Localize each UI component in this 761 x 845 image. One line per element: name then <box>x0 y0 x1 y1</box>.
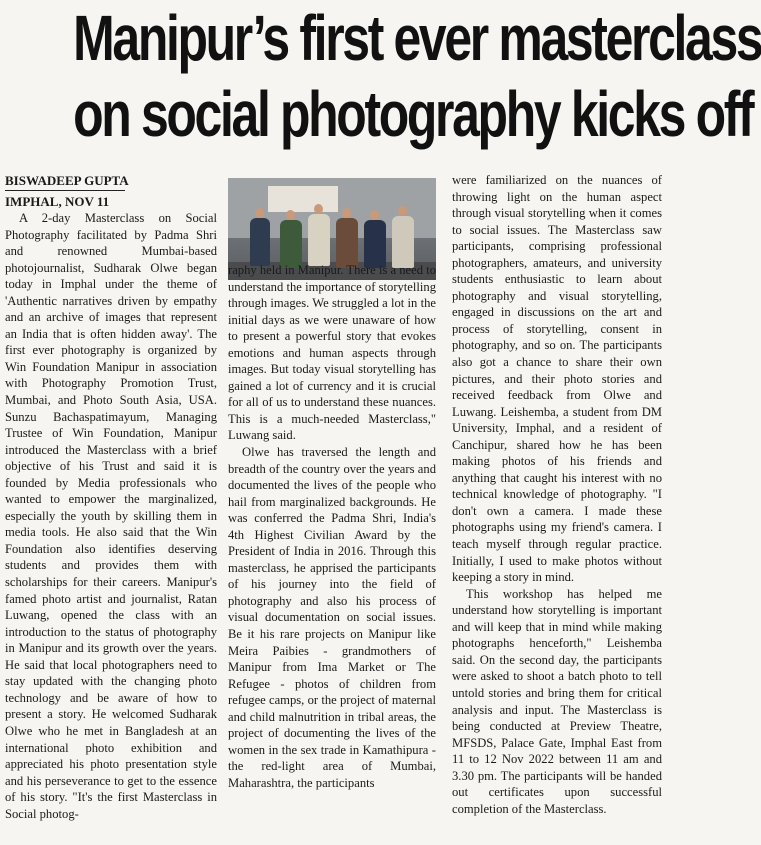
photo-person-head <box>255 208 264 218</box>
photo-person <box>308 214 330 266</box>
byline-dateline: IMPHAL, NOV 11 <box>5 194 110 209</box>
article-paragraph: raphy held in Manipur. There is a need to understand the importance of storytelling through images. We struggled a lot in the initial days as we were unaware of how to present a powerful story that evokes emotions and human aspects through images. But today visual storytelling has gained a lot of currency and it is crucial for all of us to understand these nuances. This is a much-needed Masterclass," Luwang said. <box>228 263 436 443</box>
photo-person-head <box>286 210 295 220</box>
photo-person <box>336 218 358 268</box>
article-column-1 <box>5 172 217 844</box>
article-paragraph: A 2-day Masterclass on Social Photography facilitated by Padma Shri and renowned Mumbai-based photojournalist, Sudharak Olwe began today in Imphal under the theme of 'Authentic narratives driven by empathy and an archive of images that represent an India that is often hidden away'. The first ever photography is organized by Win Foundation Manipur in association with Photography Promotion Trust, Mumbai, and Photo South Asia, USA. Sunzu Bachaspatimayum, Managing Trustee of Win Foundation, Manipur introduced the Masterclass with a brief objective of his Trust and said it is founded by Media professionals who wanted to empower the marginalized, especially the youth by skilling them in media tools. He also said that the Win Foundation also identifies deserving students and provides them with scholarships for their careers. Manipur's famed photo artist and journalist, Ratan Luwang, opened the class with an introduction to the status of photography in Manipur and its growth over the years. He said that local photographers need to stay updated with the changing photo technology and be aware of how to present a story. He welcomed Sudharak Olwe who he met in Bangladesh at an international photo exhibition and appreciated his photo presentation style and his perseverance to get to the essence of his story. "It's the first Masterclass in Social photog- <box>5 211 217 821</box>
photo-person <box>280 220 302 268</box>
headline-line-1: Manipur’s first ever masterclass <box>73 2 761 74</box>
photo-person <box>364 220 386 268</box>
article-paragraph: This workshop has helped me understand how storytelling is important and will keep that in mind while making photographs henceforth," Leishemba said. On the second day, the participants were asked to shoot a batch photo to tell untold stories and bring them for critical analysis and input. The Masterclass is being conducted at Preview Theatre, MFSDS, Palace Gate, Imphal East from 11 to 12 Nov 2022 between 11 am and 3.30 pm. The participants will be handed out certificates upon successful completion of the Masterclass. <box>452 586 662 816</box>
article-column-3 <box>452 172 662 844</box>
headline <box>0 0 761 158</box>
article-paragraph: were familiarized on the nuances of throwing light on the human aspect through visual storytelling when it comes to social issues. The Masterclass saw participants, comprising professional photographers, amateurs, and university students enthusiastic to learn about photography and visual storytelling, engaged in discussions on the art and process of storytelling, consent in photography, and so on. The participants also got a chance to share their own pictures, and their photo stories and received feedback from Olwe and Luwang. Leishemba, a student from DM University, Imphal, and a resident of Canchipur, shared how he has been making photos of his friends and anything that caught his interest with no technical knowledge of photography. "I don't own a camera. I made these photographs using my friend's camera. I teach myself through regular practice. Initially, I used to make photos without keeping a story in mind. <box>452 173 662 585</box>
article-column-2 <box>228 262 436 844</box>
headline-line-2: on social photography kicks off <box>73 78 753 150</box>
photo-person <box>392 216 414 268</box>
photo-person-head <box>398 206 407 216</box>
photo-person-head <box>342 208 351 218</box>
photo-banner <box>268 186 338 212</box>
article-paragraph: Olwe has traversed the length and breadth of the country over the years and documented the lives of the people who hail from marginalized backgrounds. He was conferred the Padma Shri, India's 4th Highest Civilian Award by the President of India in 2016. Through this masterclass, he apprised the participants of his journey into the field of photography and also his process of visual documentation on social issues. Be it his rare projects on Manipur like Meira Paibies - grandmothers of Manipur from Ima Market or The Refugee - photos of children from refugee camps, or the project of maternal and child malnutrition in tribal areas, the project of documenting the lives of the women in the sex trade in Kamathipura - the red-light area of Mumbai, Maharashtra, the participants <box>228 445 436 790</box>
photo-person-head <box>314 204 323 214</box>
photo-person <box>250 218 270 266</box>
byline-rule <box>5 190 125 191</box>
byline-author: BISWADEEP GUPTA <box>5 173 129 188</box>
photo-person-head <box>370 210 379 220</box>
